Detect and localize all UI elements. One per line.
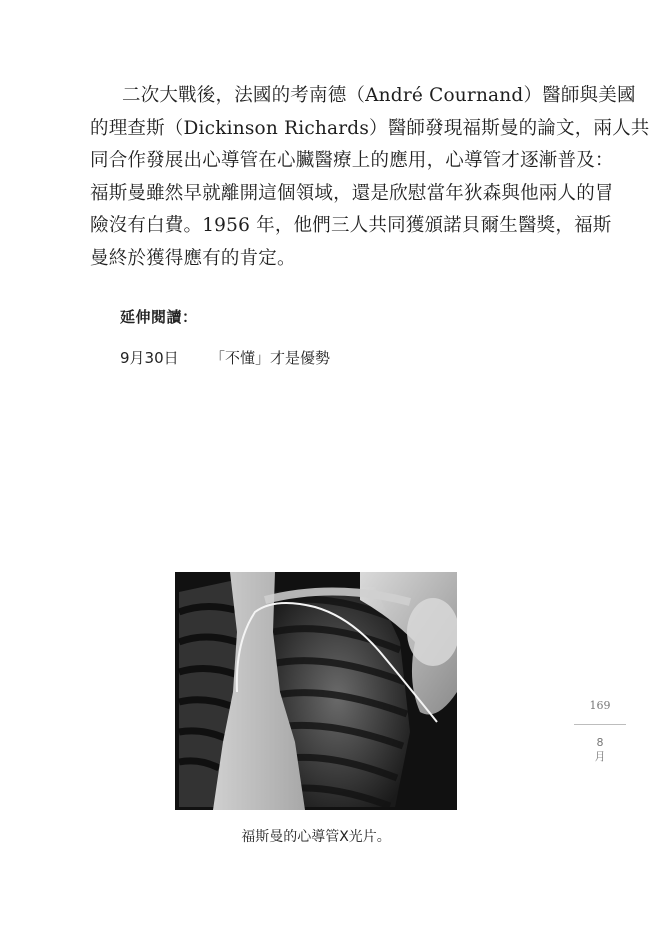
further-reading-title: 「不懂」才是優勢 [210,349,331,367]
body-paragraph [90,80,650,275]
paragraph-line: 曼終於獲得應有的肯定。 [90,247,296,269]
month-char: 月 [594,750,606,763]
sidebar-divider [574,724,626,725]
paragraph-line: 福斯曼雖然早就離開這個領域，還是欣慰當年狄森與他兩人的冒 [90,182,614,204]
further-reading-heading: 延伸閱讀： [120,308,198,326]
figure-caption: 福斯曼的心導管X光片。 [241,829,391,845]
page-number: 169 [589,699,611,712]
chest-xray-illustration [175,572,457,810]
further-reading-date: 9月30日 [120,349,179,367]
month-number: 8 [596,736,604,749]
further-reading [120,306,330,368]
paragraph-line: 二次大戰後，法國的考南德（André Cournand）醫師與美國 [122,85,636,106]
xray-image [175,572,457,810]
paragraph-line: 險沒有白費。1956 年，他們三人共同獲頒諾貝爾生醫獎，福斯 [90,215,612,236]
paragraph-line: 的理查斯（Dickinson Richards）醫師發現福斯曼的論文，兩人共 [90,117,650,139]
paragraph-line: 同合作發展出心導管在心臟醫療上的應用，心導管才逐漸普及： [90,150,614,171]
further-reading-item [120,347,330,368]
month-marker [574,736,626,764]
